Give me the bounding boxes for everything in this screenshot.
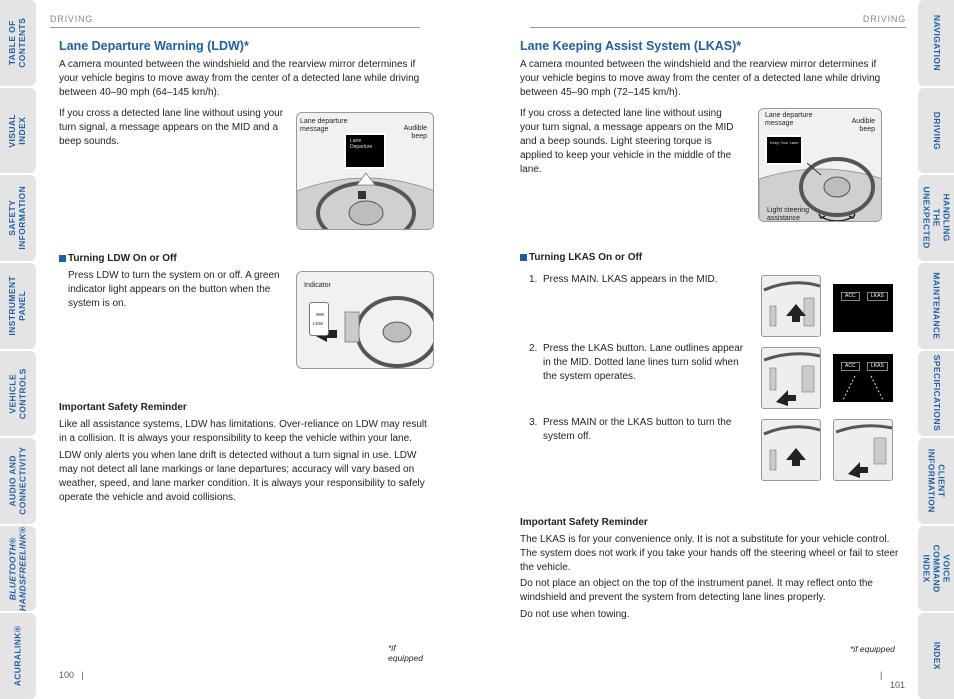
- tab-label: SPECIFICATIONS: [931, 355, 942, 432]
- mid-message: Lane Departure: [350, 138, 373, 150]
- heading-text: Turning LKAS On or Off: [529, 252, 643, 263]
- tab-label: VISUAL INDEX: [7, 113, 27, 148]
- ldw-indicator-figure: [296, 271, 434, 369]
- tab-label: VOICE COMMAND INDEX: [922, 544, 952, 593]
- lane-outlines-graphic: [833, 354, 893, 402]
- ldw-toggle-heading: [59, 253, 177, 264]
- acc-badge: ACC: [841, 292, 860, 301]
- lkas-title: Lane Keeping Assist System (LKAS)*: [520, 39, 742, 53]
- tab-handling-unexpected[interactable]: [918, 175, 954, 261]
- lkas-badge: LKAS: [867, 362, 888, 371]
- ldw-safety-p1: Like all assistance systems, LDW has limitations. Over-reliance on LDW may result in a collision. It is always your responsibility to keep the vehicle within your lane.: [59, 419, 427, 444]
- main-button-figure: [761, 275, 821, 337]
- mid-display: [344, 133, 386, 169]
- tab-label: SAFETY INFORMATION: [7, 186, 28, 250]
- figure-label-indicator: Indicator: [304, 282, 331, 289]
- tab-label: DRIVING: [931, 111, 942, 150]
- lkas-safety-heading: Important Safety Reminder: [520, 517, 648, 528]
- tab-voice-command-index[interactable]: [918, 526, 954, 612]
- lkas-message-figure: [758, 108, 882, 222]
- mid-display: [765, 135, 803, 165]
- lkas-toggle-heading: [520, 252, 642, 263]
- steering-controls-illustration: [834, 420, 893, 481]
- mid-message: Keep Your Lane: [770, 140, 799, 145]
- lkas-badge: LKAS: [867, 292, 888, 301]
- step-text: Press the LKAS button. Lane outlines appear in the MID. Dotted lane lines turn solid when the system operates.: [543, 343, 744, 382]
- page-number: | 101: [880, 670, 906, 690]
- tab-table-of-contents[interactable]: [0, 0, 36, 86]
- steering-controls-illustration: [762, 348, 821, 409]
- left-section-tabs: [0, 0, 36, 699]
- tab-index[interactable]: [918, 613, 954, 699]
- footnote: *if equipped: [388, 643, 423, 663]
- lkas-button-figure: [761, 347, 821, 409]
- ldw-title: Lane Departure Warning (LDW)*: [59, 39, 249, 53]
- footnote: *if equipped: [850, 644, 895, 654]
- running-head: DRIVING: [862, 14, 906, 24]
- right-page: [520, 0, 906, 699]
- ldw-button-label: LDW: [313, 321, 323, 326]
- tab-safety-information[interactable]: [0, 175, 36, 261]
- tab-label: INDEX: [931, 642, 942, 671]
- header-divider: [50, 27, 420, 28]
- figure-label-message: Lane departure message: [300, 118, 348, 133]
- tab-label: MAINTENANCE: [931, 272, 942, 340]
- header-divider: [530, 27, 906, 28]
- step-number: 3.: [529, 417, 538, 428]
- steering-controls-illustration: [762, 276, 821, 337]
- list-item: [529, 273, 749, 287]
- lkas-off-figure: [833, 419, 893, 481]
- tab-instrument-panel[interactable]: [0, 263, 36, 349]
- list-item: [529, 342, 751, 384]
- tab-driving[interactable]: [918, 88, 954, 174]
- right-section-tabs: [918, 0, 954, 699]
- mid-display-step2: [833, 354, 893, 402]
- figure-label-beep: Audible beep: [851, 118, 875, 133]
- lkas-cross-text: If you cross a detected lane line without using your turn signal, a message appears on the MID and a beep sounds. Light steering torque is applied to keep your vehicle in the middle of the lane.: [520, 108, 734, 175]
- ldw-message-figure: [296, 112, 434, 230]
- lkas-intro: A camera mounted between the windshield and the rearview mirror determines if your vehicle begins to move away from the center of a detected lane while driving between 45–90 mph (72–145 km/h).: [520, 59, 881, 98]
- main-off-figure: [761, 419, 821, 481]
- heading-bullet: [59, 255, 66, 262]
- tab-label: NAVIGATION: [931, 14, 942, 71]
- tab-label: BLUETOOTH® HANDSFREELINK®: [7, 526, 27, 611]
- left-page: [50, 0, 427, 699]
- list-item: [529, 416, 751, 444]
- tab-visual-index[interactable]: [0, 88, 36, 174]
- step-number: 2.: [529, 343, 538, 354]
- heading-bullet: [520, 254, 527, 261]
- figure-label-steering: Light steering assistance: [767, 207, 810, 222]
- mid-display-step1: [833, 284, 893, 332]
- acc-badge: ACC: [841, 362, 860, 371]
- heading-text: Turning LDW On or Off: [68, 253, 177, 264]
- page-number: 100 |: [59, 670, 84, 680]
- tab-client-information[interactable]: [918, 438, 954, 524]
- page-number-value: 101: [890, 680, 906, 690]
- lkas-safety-p3: Do not use when towing.: [520, 609, 630, 620]
- tab-label: INSTRUMENT PANEL: [7, 275, 28, 336]
- tab-label: HANDLING THE UNEXPECTED: [922, 187, 952, 250]
- running-head: DRIVING: [50, 14, 94, 24]
- tab-vehicle-controls[interactable]: [0, 351, 36, 437]
- tab-maintenance[interactable]: [918, 263, 954, 349]
- step-number: 1.: [529, 274, 538, 285]
- tab-label: CLIENT INFORMATION: [927, 449, 947, 513]
- step-text: Press MAIN. LKAS appears in the MID.: [543, 274, 718, 285]
- tab-label: TABLE OF CONTENTS: [7, 17, 28, 68]
- tab-acuralink[interactable]: [0, 613, 36, 699]
- indicator-light: [316, 313, 324, 316]
- ldw-cross-text: If you cross a detected lane line without using your turn signal, a message appears on the MID and a beep sounds.: [59, 108, 284, 147]
- ldw-toggle-text: Press LDW to turn the system on or off. A green indicator light appears on the button when the system is on.: [68, 270, 280, 309]
- ldw-button[interactable]: [309, 302, 329, 336]
- ldw-intro: A camera mounted between the windshield and the rearview mirror determines if your vehicle begins to move away from the center of a detected lane while driving between 40–90 mph (64–145 km/h).: [59, 59, 420, 98]
- figure-label-beep: Audible beep: [403, 125, 427, 140]
- lkas-safety-p2: Do not place an object on the top of the instrument panel. It may reflect onto the windshield and prevent the system from detecting lane lines properly.: [520, 578, 873, 603]
- step-text: Press MAIN or the LKAS button to turn the system off.: [543, 417, 732, 442]
- ldw-safety-p2: LDW only alerts you when lane drift is detected without a turn signal in use. LDW may not detect all lane markings or lane departures; accuracy will vary based on weather, speed, and lane marker condition. It is always your responsibility to safely operate the vehicle and avoid collisions.: [59, 450, 425, 503]
- lkas-safety-p1: The LKAS is for your convenience only. It is not a substitute for your vehicle control. The system does not work if you take your hands off the steering wheel or fail to steer the vehicle.: [520, 534, 899, 573]
- tab-label: AUDIO AND CONNECTIVITY: [7, 446, 27, 515]
- steering-controls-illustration: [762, 420, 821, 481]
- tab-audio-connectivity[interactable]: [0, 438, 36, 524]
- ldw-safety-heading: Important Safety Reminder: [59, 402, 187, 413]
- tab-label: VEHICLE CONTROLS: [7, 367, 27, 419]
- page-number-value: 100: [59, 670, 75, 680]
- tab-label: ACURALINK®: [12, 625, 23, 687]
- tab-bluetooth-handsfreelink[interactable]: [0, 526, 36, 612]
- tab-navigation[interactable]: [918, 0, 954, 86]
- tab-specifications[interactable]: [918, 351, 954, 437]
- figure-label-message: Lane departure message: [765, 112, 813, 127]
